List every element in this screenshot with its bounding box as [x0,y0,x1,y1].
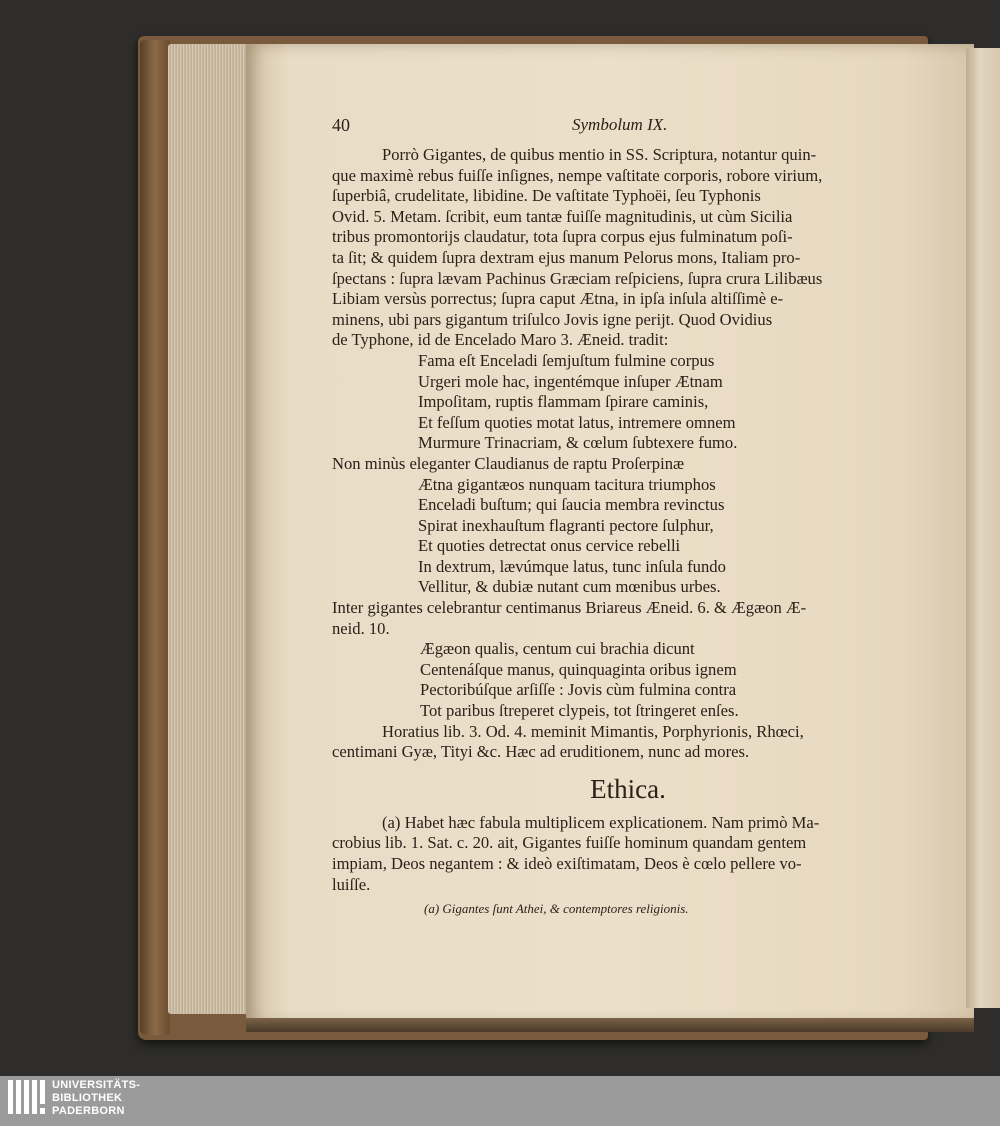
page-body [332,145,924,895]
running-head: Symbolum IX. [572,115,668,134]
paragraph-1-cont [332,166,924,351]
text-line: Horatius lib. 3. Od. 4. meminit Mimantis, Porphyrionis, Rhœci, [382,721,804,741]
verse-line: Ætna gigantæos nunquam tacitura triumphos [418,474,716,494]
verse-line: Ægæon qualis, centum cui brachia dicunt [420,639,695,659]
page-header [332,115,932,137]
paragraph-4-cont [332,742,924,763]
text-line: Non minùs eleganter Claudianus de raptu Proſerpinæ [332,453,685,473]
footnote: (a) Gigantes ſunt Athei, & contemptores religionis. [424,901,689,916]
verse-line: In dextrum, lævúmque latus, tunc inſula fundo [418,556,726,576]
verse-line: Murmure Trinacriam, & cœlum ſubtexere fumo. [418,433,738,453]
verse-line: Pectoribúſque arſiſſe : Jovis cùm fulmina contra [420,680,737,700]
page-edges [168,44,250,1014]
text-line: Libiam versùs porrectus; ſupra caput Ætna, in ipſa inſula altiſſimè e- [332,289,784,309]
text-line: crobius lib. 1. Sat. c. 20. ait, Gigantes fuiſſe hominum quandam gentem [332,833,807,853]
logo-line: UNIVERSITÄTS- [52,1079,141,1091]
page-number: 40 [332,115,350,135]
section-heading: Ethica. [590,773,666,804]
text-line: tribus promontorijs claudatur, tota ſupra corpus ejus fulminatum poſi- [332,227,793,247]
text-line: ſpectans : ſupra lævam Pachinus Græciam reſpiciens, ſupra crura Lilibæus [332,268,823,288]
text-line: impiam, Deos negantem : & ideò exiſtimatam, Deos è cœlo pellere vo- [332,854,802,873]
text-line: neid. 10. [332,618,390,638]
logo-line: BIBLIOTHEK [52,1092,123,1104]
paragraph-1 [332,145,924,166]
text-line: Porrò Gigantes, de quibus mentio in SS. Scriptura, notantur quin- [382,145,817,164]
text-line: (a) Habet hæc fabula multiplicem explicationem. Nam primò Ma- [382,812,820,832]
paragraph-3 [332,598,924,639]
verse-line: Et quoties detrectat onus cervice rebelli [418,536,681,556]
verse-block-2 [332,475,924,599]
text-line: que maximè rebus fuiſſe inſignes, nempe vaſtitate corporis, robore virium, [332,165,823,185]
verse-block-3 [332,639,924,721]
verse-line: Spirat inexhauſtum flagranti pectore ſulphur, [418,515,714,535]
text-line: minens, ubi pars gigantum triſulco Jovis igne perijt. Quod Ovidius [332,309,773,329]
paragraph-5-end [332,875,924,896]
text-line: Inter gigantes celebrantur centimanus Briareus Æneid. 6. & Ægæon Æ- [332,598,807,618]
verse-line: Enceladi buſtum; qui ſaucia membra revinctus [418,495,725,515]
verse-line: Et feſſum quoties motat latus, intremere omnem [418,412,736,432]
verse-line: Urgeri mole hac, ingentémque inſuper Ætnam [418,371,723,391]
verse-line: Centenáſque manus, quinquaginta oribus ignem [420,659,737,679]
facing-page-edge [966,48,1000,1008]
page-bottom-shadow [246,1018,974,1032]
library-logo-text [52,1079,140,1118]
paragraph-5-cont [332,833,924,874]
verse-block-1 [332,351,924,454]
text-line: ſuperbiâ, crudelitate, libidine. De vaſtitate Typhoëi, ſeu Typhonis [332,186,761,206]
paragraph-5 [332,813,924,834]
book-spine-edge [140,40,170,1035]
verse-line: Fama eſt Enceladi ſemjuſtum fulmine corpus [418,350,715,370]
paragraph-4 [332,722,924,743]
logo-line: PADERBORN [52,1105,125,1117]
text-line: luiſſe. [332,874,371,894]
library-logo-icon [8,1080,46,1122]
text-line: Ovid. 5. Metam. ſcribit, eum tantæ fuiſſe magnitudinis, ut cùm Sicilia [332,206,793,226]
text-line: de Typhone, id de Encelado Maro 3. Æneid. tradit: [332,330,669,350]
library-footer [0,1076,1000,1126]
paragraph-2 [332,454,924,475]
verse-line: Tot paribus ſtreperet clypeis, tot ſtringeret enſes. [420,701,739,721]
text-line: centimani Gyæ, Tityi &c. Hæc ad eruditionem, nunc ad mores. [332,742,750,762]
verse-line: Vellitur, & dubiæ nutant cum mœnibus urbes. [418,577,721,597]
text-line: ta ſit; & quidem ſupra dextram ejus manum Pelorus mons, Italiam pro- [332,247,801,267]
verse-line: Impoſitam, ruptis flammam ſpirare caminis, [418,392,709,412]
